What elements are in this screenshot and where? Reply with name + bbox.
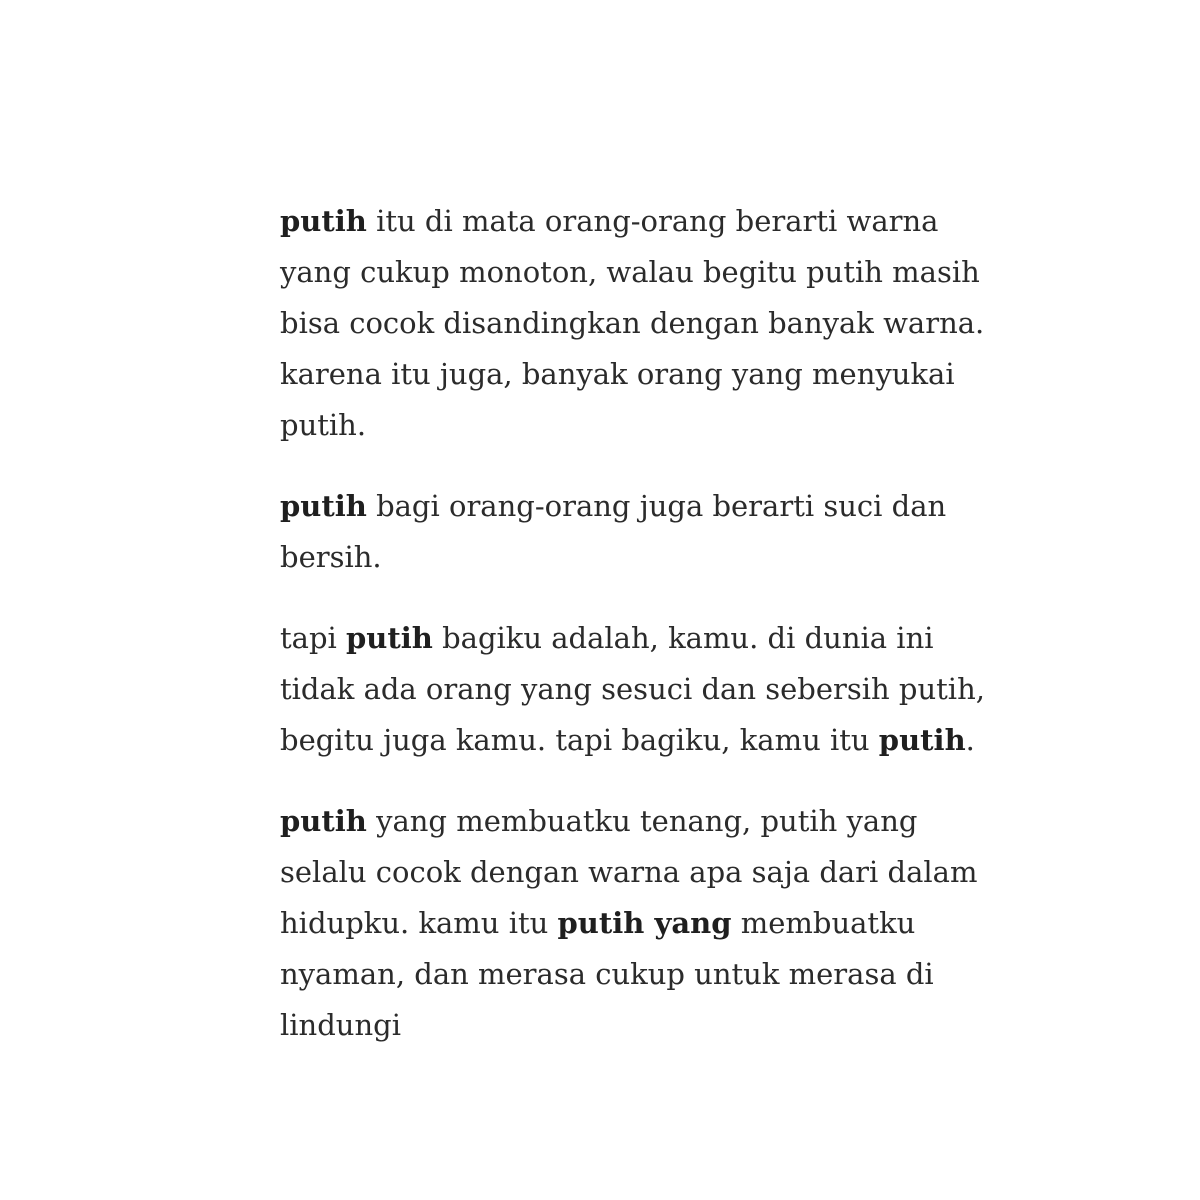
text-segment: lindungi [280, 1008, 401, 1042]
text-line [280, 715, 980, 766]
text-line [280, 898, 980, 949]
text-segment: bersih. [280, 540, 382, 574]
text-line [280, 298, 985, 349]
text-line [280, 349, 980, 400]
bold-text: putih [878, 723, 966, 757]
text-segment: yang cukup monoton, walau begitu putih masih [280, 255, 980, 289]
paragraph [280, 796, 980, 1051]
text-line [280, 949, 980, 1000]
text-line [280, 400, 980, 451]
poem-text [280, 196, 985, 1051]
bold-text: putih [280, 489, 367, 523]
text-line [280, 796, 980, 847]
text-segment: bagi orang-orang juga berarti suci dan [366, 489, 947, 523]
text-segment: . [965, 723, 975, 757]
text-segment: begitu juga kamu. tapi bagiku, kamu itu [280, 723, 879, 757]
text-line [280, 613, 980, 664]
text-line [280, 847, 980, 898]
text-segment: bagiku adalah, kamu. di dunia ini [432, 621, 934, 655]
bold-text: putih [346, 621, 433, 655]
paragraph [280, 613, 985, 766]
text-segment: hidupku. kamu itu [280, 906, 558, 940]
text-segment: putih. [280, 408, 367, 442]
text-line [280, 481, 980, 532]
text-segment: nyaman, dan merasa cukup untuk merasa di [280, 957, 934, 991]
bold-text: putih yang [557, 906, 732, 940]
bold-text: putih [280, 804, 367, 838]
text-segment: tapi [280, 621, 347, 655]
paragraph [280, 481, 980, 583]
text-segment: bisa cocok disandingkan dengan banyak warna. [280, 306, 985, 340]
text-segment: selalu cocok dengan warna apa saja dari dalam [280, 855, 978, 889]
text-segment: itu di mata orang-orang berarti warna [366, 204, 939, 238]
paragraph [280, 196, 985, 451]
text-line [280, 664, 985, 715]
text-line [280, 532, 980, 583]
text-segment: membuatku [731, 906, 916, 940]
text-line [280, 247, 980, 298]
text-segment: karena itu juga, banyak orang yang menyukai [280, 357, 955, 391]
text-segment: yang membuatku tenang, putih yang [366, 804, 918, 838]
text-segment: tidak ada orang yang sesuci dan sebersih putih, [280, 672, 985, 706]
text-line [280, 196, 980, 247]
text-line [280, 1000, 980, 1051]
bold-text: putih [280, 204, 367, 238]
